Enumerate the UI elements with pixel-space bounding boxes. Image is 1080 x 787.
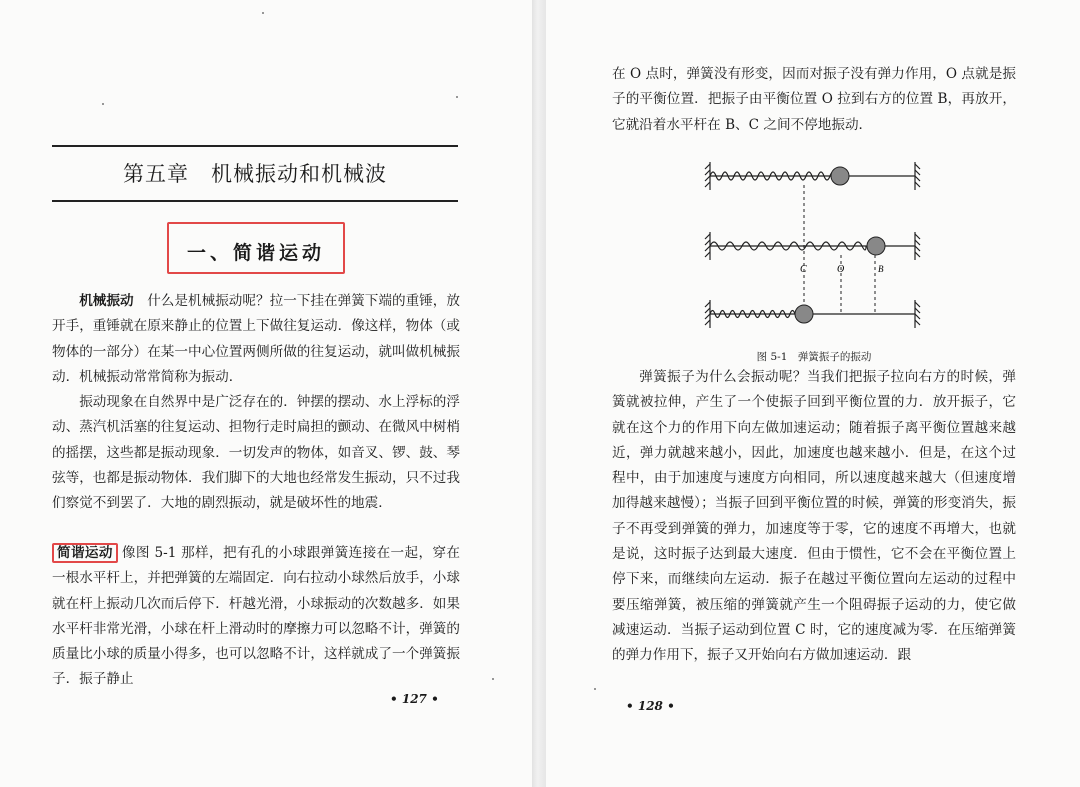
wall-left-1 [705, 162, 710, 190]
scan-speck [594, 688, 596, 690]
page-gutter [532, 0, 546, 787]
wall-left-3 [705, 300, 710, 328]
figure-caption: 图 5-1 弹簧振子的振动 [756, 351, 872, 363]
term-mechanical-vibration: 机械振动 [79, 293, 134, 309]
scan-speck [456, 96, 458, 98]
chapter-title: 第五章 机械振动和机械波 [123, 162, 387, 186]
paragraph-text: 什么是机械振动呢？拉一下挂在弹簧下端的重锤，放开手，重锤就在原来静止的位置上下做往复运动．像这样，物体（或物体的一部分）在某一中心位置两侧所做的往复运动，就叫做机械振动．机械振动常常简称为振动． [52, 293, 461, 385]
page-number-right: • 128 • [626, 699, 675, 713]
paragraph-vibration-phenomena: 振动现象在自然界中是广泛存在的．钟摆的摆动、水上浮标的浮动、蒸汽机活塞的往复运动、担物行走时扁担的颤动、在微风中树梢的摇摆，这些都是振动现象．一切发声的物体，如音叉、锣、鼓、琴弦等，也都是振动物体．我们脚下的大地也经常发生振动，只不过我们察觉不到罢了．大地的剧烈振动，就是破坏性的地震． [52, 394, 460, 512]
wall-left-2 [705, 232, 710, 260]
paragraph-mechanical-vibration [52, 289, 460, 390]
scan-speck [262, 12, 264, 14]
page-number-left: • 127 • [390, 692, 439, 706]
spring-oscillator-figure [700, 160, 940, 340]
wall-right-3 [915, 300, 920, 328]
chapter-top-rule [52, 145, 458, 147]
section-title: 一、简谐运动 [186, 242, 325, 264]
label-b: B [878, 264, 884, 274]
paragraph-simple-harmonic [52, 541, 460, 693]
paragraph-why-vibrates: 弹簧振子为什么会振动呢？当我们把振子拉向右方的时候，弹簧就被拉伸，产生了一个使振子回到平衡位置的力．放开振子，它就在这个力的作用下向左做加速运动；随着振子离平衡位置越来越近，弹力就越来越小，因此，加速度也越来越小．但是，在这个过程中，由于加速度与速度方向相同，所以速度越来越大（但速度增加得越来越慢）；当振子回到平衡位置的时候，弹簧的形变消失，振子不再受到弹簧的弹力，加速度等于零，它的速度不再增大，也就是说，这时振子达到最大速度．但由于惯性，它不会在平衡位置上停下来，而继续向左运动．振子在越过平衡位置向左运动的过程中要压缩弹簧，被压缩的弹簧就产生一个阻碍振子运动的力，使它做减速运动．当振子运动到位置 C 时，它的速度减为零．在压缩弹簧的弹力作用下，振子又开始向右方做加速运动．跟 [612, 369, 1016, 664]
label-c: C [800, 264, 807, 275]
scan-speck [492, 678, 494, 680]
wall-right-1 [915, 162, 920, 190]
paragraph-text: 像图 5-1 那样，把有孔的小球跟弹簧连接在一起，穿在一根水平杆上，并把弹簧的左端固定．向右拉动小球然后放手，小球就在杆上振动几次而后停下．杆越光滑，小球振动的次数越多．如果水平杆非常光滑，小球在杆上滑动时的摩擦力可以忽略不计，弹簧的质量比小球的质量小得多，也可以忽略不计，这样就成了一个弹簧振子．振子静止 [52, 545, 461, 688]
scan-speck [102, 103, 104, 105]
term-simple-harmonic-boxed: 简谐运动 [52, 543, 118, 563]
ball-at-b [867, 237, 885, 255]
chapter-bottom-rule [52, 200, 458, 202]
label-o: O [837, 264, 845, 275]
ball-at-c [795, 305, 813, 323]
paragraph-equilibrium: 在 O 点时，弹簧没有形变，因而对振子没有弹力作用，O 点就是振子的平衡位置．把振子由平衡位置 O 拉到右方的位置 B，再放开，它就沿着水平杆在 B、C 之间不停地振动． [612, 66, 1016, 133]
ball-at-o [831, 167, 849, 185]
wall-right-2 [915, 232, 920, 260]
